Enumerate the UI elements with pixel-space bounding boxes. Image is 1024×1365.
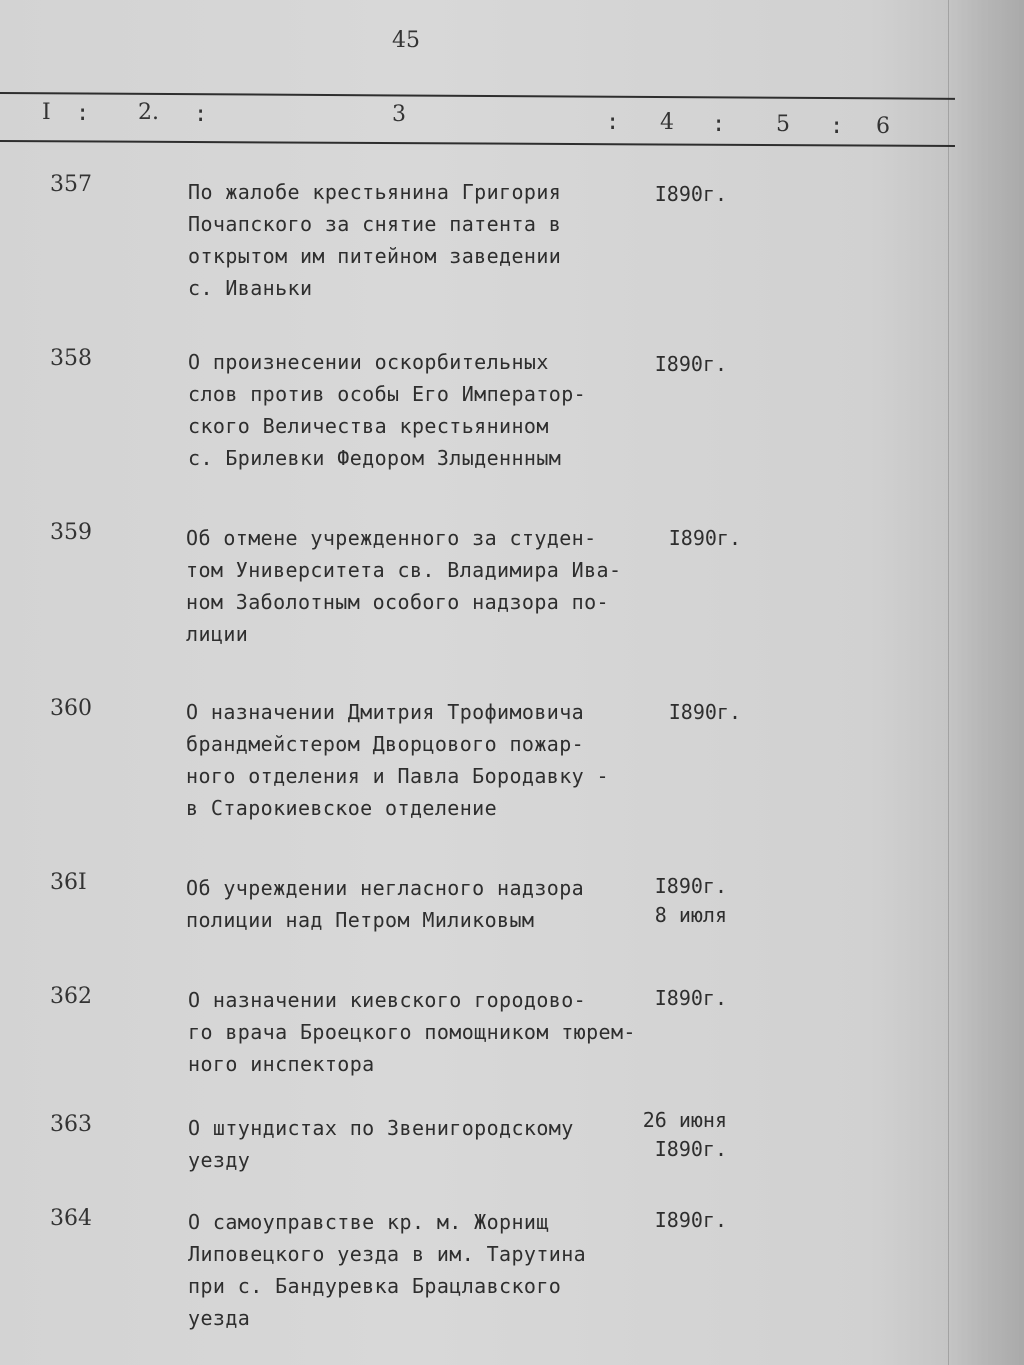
entry-description [186, 696, 636, 824]
entry-date [646, 524, 741, 553]
entry-description-line: лиции [186, 622, 249, 646]
entry-description-line: с. Брилевки Федором Злыденнным [188, 446, 562, 470]
entry-description-line: Почапского за снятие патента в [188, 212, 562, 236]
entry-date [632, 1106, 727, 1164]
column-header-5: 5 [776, 112, 790, 137]
entry-description-line: ного инспектора [188, 1052, 375, 1076]
column-separator: : [194, 102, 208, 127]
entry-description-line: О самоуправстве кр. м. Жорнищ [188, 1210, 549, 1234]
entry-description-line: О штундистах по Звенигородскому [188, 1116, 574, 1140]
entry-description [188, 984, 638, 1080]
entry-date [632, 1206, 727, 1235]
column-header-1: I [42, 100, 51, 125]
entry-date-line: 8 июля [654, 903, 727, 927]
entry-description-line: полиции над Петром Миликовым [186, 908, 535, 932]
entry-description [188, 176, 638, 304]
entry-description-line: По жалобе крестьянина Григория [188, 180, 562, 204]
column-separator: : [76, 101, 90, 126]
entry-description [188, 1112, 638, 1176]
entry-date-line: I890г. [654, 874, 727, 898]
entry-description [186, 522, 636, 650]
column-header-6: 6 [876, 114, 890, 139]
entry-description-line: открытом им питейном заведении [188, 244, 562, 268]
entry-number: 359 [50, 520, 92, 545]
entry-number: 362 [50, 984, 92, 1009]
entry-date [632, 350, 727, 379]
entry-description-line: ского Величества крестьянином [188, 414, 549, 438]
entry-description-line: Об учреждении негласного надзора [186, 876, 585, 900]
entry-description [186, 872, 636, 936]
entry-description-line: О произнесении оскорбительных [188, 350, 549, 374]
entry-description-line: ном Заболотным особого надзора по- [186, 590, 609, 614]
entry-description [188, 1206, 638, 1334]
entry-description-line: при с. Бандуревка Брацлавского [188, 1274, 562, 1298]
entry-number: 363 [50, 1112, 92, 1137]
entry-date-line: I890г. [654, 352, 727, 376]
entry-number: 357 [50, 172, 92, 197]
entry-description-line: го врача Броецкого помощником тюрем- [188, 1020, 636, 1044]
page-number: 45 [392, 28, 420, 53]
entry-number: 364 [50, 1206, 92, 1231]
entry-date [632, 872, 727, 930]
column-header-4: 4 [660, 110, 674, 135]
column-separator: : [712, 112, 726, 137]
header-top-rule [0, 92, 955, 100]
column-separator: : [830, 114, 844, 139]
entry-description-line: О назначении Дмитрия Трофимовича [186, 700, 585, 724]
entry-description [188, 346, 638, 474]
entry-date-line: I890г. [654, 986, 727, 1010]
entry-date [632, 984, 727, 1013]
header-bottom-rule [0, 140, 955, 147]
entry-date-line: I890г. [668, 526, 741, 550]
column-separator: : [606, 110, 620, 135]
entry-description-line: О назначении киевского городово- [188, 988, 587, 1012]
entry-description-line: слов против особы Его Император- [188, 382, 587, 406]
entry-description-line: уезду [188, 1148, 251, 1172]
entry-number: 36I [50, 870, 87, 895]
entry-date-line: I890г. [654, 182, 727, 206]
entry-number: 360 [50, 696, 92, 721]
entry-date-line: I890г. [654, 1137, 727, 1161]
entry-description-line: с. Иваньки [188, 276, 313, 300]
page-edge-shadow [948, 0, 1024, 1365]
entry-description-line: в Старокиевское отделение [186, 796, 498, 820]
entry-description-line: уезда [188, 1306, 251, 1330]
entry-description-line: Об отмене учрежденного за студен- [186, 526, 597, 550]
entry-description-line: том Университета св. Владимира Ива- [186, 558, 622, 582]
entry-description-line: Липовецкого уезда в им. Тарутина [188, 1242, 587, 1266]
entry-date-line: I890г. [654, 1208, 727, 1232]
entry-date-line: I890г. [668, 700, 741, 724]
entry-description-line: брандмейстером Дворцового пожар- [186, 732, 585, 756]
column-header-3: 3 [392, 102, 406, 127]
column-header-2: 2. [138, 100, 159, 125]
entry-description-line: ного отделения и Павла Бородавку - [186, 764, 609, 788]
entry-date-line: 26 июня [642, 1108, 727, 1132]
entry-number: 358 [50, 346, 92, 371]
entry-date [646, 698, 741, 727]
entry-date [632, 180, 727, 209]
